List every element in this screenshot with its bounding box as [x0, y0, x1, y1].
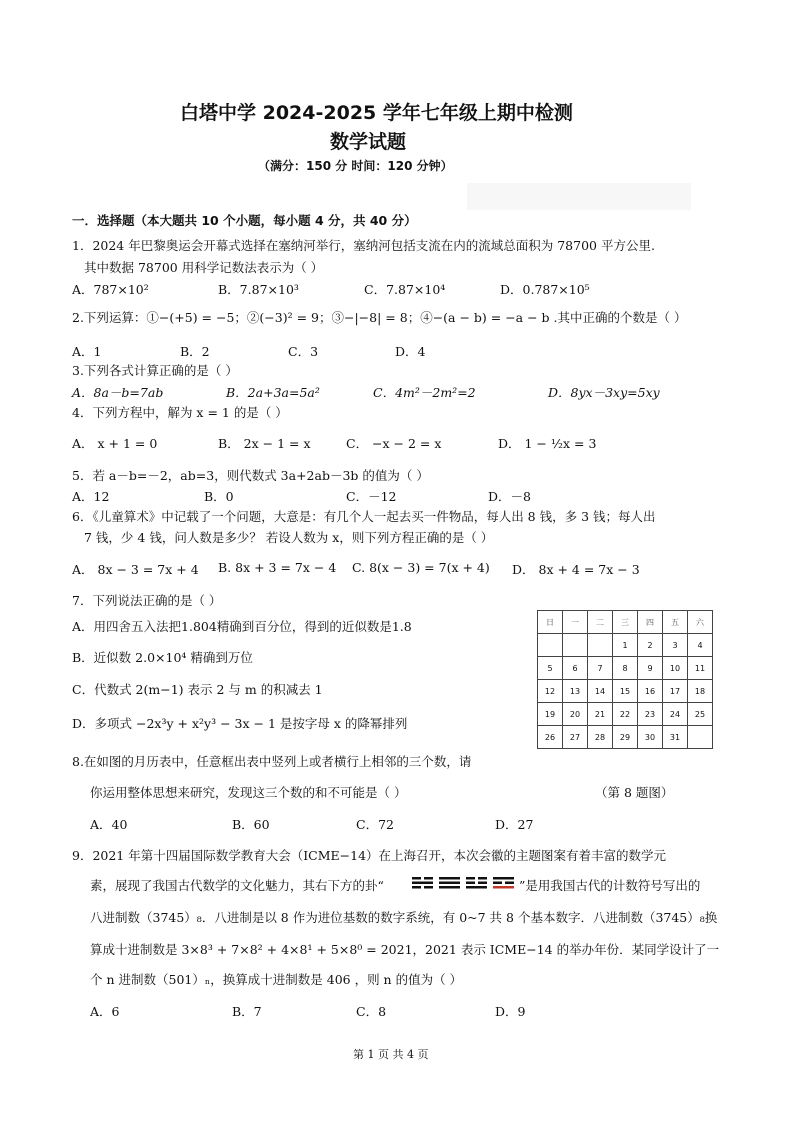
q6-option-d: D． 8x + 4 = 7x − 3: [512, 562, 640, 577]
calendar-day-cell: 5: [538, 657, 563, 680]
calendar-day-cell: 12: [538, 680, 563, 703]
q2-line1: 2.下列运算：①−(+5) = −5；②(−3)² = 9；③−|−8| = 8；④−(a − b) = −a − b .其中正确的个数是（ ）: [72, 310, 687, 325]
q3-option-a: A．8a－b=7ab: [72, 385, 164, 400]
calendar-day-cell: 16: [638, 680, 663, 703]
q5-option-a: A．12: [72, 489, 110, 504]
q2-option-b: B．2: [180, 344, 210, 359]
calendar-day-cell: 4: [688, 634, 713, 657]
q1-option-b: B．7.87×10³: [218, 282, 299, 297]
exam-title: 白塔中学 2024-2025 学年七年级上期中检测: [180, 102, 573, 124]
calendar-week-row: [538, 657, 713, 680]
calendar-week-row: [538, 680, 713, 703]
q9-line2a: 素，展现了我国古代数学的文化魅力，其右下方的卦“: [90, 878, 384, 893]
calendar-day-cell: [588, 634, 613, 657]
calendar-day-cell: 6: [563, 657, 588, 680]
calendar-day-cell: [688, 726, 713, 749]
calendar-day-cell: 11: [688, 657, 713, 680]
exam-subtitle: 数学试题: [330, 131, 407, 153]
calendar-header-row: [538, 611, 713, 634]
q9-line5: 个 n 进制数（501）ₙ，换算成十进制数是 406 ，则 n 的值为（ ）: [90, 972, 463, 987]
q9-line3: 八进制数（3745）₈．八进制是以 8 作为进位基数的数字系统，有 0~7 共 8 个基本数字．八进制数（3745）₈换: [90, 910, 718, 925]
calendar-header-cell: 日: [538, 611, 563, 634]
calendar-day-cell: [563, 634, 588, 657]
calendar-day-cell: 29: [613, 726, 638, 749]
q8-line1: 8.在如图的月历表中，任意框出表中竖列上或者横行上相邻的三个数，请: [72, 754, 472, 769]
bagua-counting-symbol-icon: [410, 876, 515, 890]
q1-option-d: D．0.787×10⁵: [500, 282, 590, 297]
q5-option-c: C．－12: [346, 489, 397, 504]
calendar-day-cell: 1: [613, 634, 638, 657]
q7-line1: 7．下列说法正确的是（ ）: [72, 593, 222, 608]
q2-option-d: D．4: [395, 344, 426, 359]
calendar-day-cell: 22: [613, 703, 638, 726]
exam-info: （满分：150 分 时间：120 分钟）: [258, 159, 453, 173]
calendar-day-cell: 7: [588, 657, 613, 680]
q1-option-c: C．7.87×10⁴: [364, 282, 446, 297]
section-heading: 一．选择题（本大题共 10 个小题，每小题 4 分，共 40 分）: [72, 213, 417, 228]
calendar-week-row: [538, 726, 713, 749]
calendar-day-cell: 2: [638, 634, 663, 657]
calendar-day-cell: 15: [613, 680, 638, 703]
calendar-day-cell: 27: [563, 726, 588, 749]
q3-option-b: B．2a+3a=5a²: [226, 385, 320, 400]
q4-line1: 4．下列方程中，解为 x = 1 的是（ ）: [72, 405, 288, 420]
q9-line4: 算成十进制数是 3×8³ + 7×8² + 4×8¹ + 5×8⁰ = 2021，2021 表示 ICME−14 的举办年份．某同学设计了一: [90, 942, 720, 957]
calendar-day-cell: 10: [663, 657, 688, 680]
q6-option-a: A． 8x − 3 = 7x + 4: [72, 562, 199, 577]
q1-option-a: A．787×10²: [72, 282, 149, 297]
q6-line2: 7 钱，少 4 钱，问人数是多少？ 若设人数为 x，则下列方程正确的是（ ）: [84, 530, 494, 545]
calendar-day-cell: 17: [663, 680, 688, 703]
q9-option-b: B．7: [232, 1004, 262, 1019]
q6-option-c: C. 8(x − 3) = 7(x + 4): [352, 560, 490, 575]
q4-option-a: A． x + 1 = 0: [72, 436, 158, 451]
calendar-day-cell: 20: [563, 703, 588, 726]
calendar-day-cell: 31: [663, 726, 688, 749]
q8-option-c: C．72: [356, 817, 394, 832]
blank-box: [467, 183, 691, 210]
q5-line1: 5．若 a－b=－2，ab=3，则代数式 3a+2ab－3b 的值为（ ）: [72, 468, 429, 483]
q8-option-b: B．60: [232, 817, 270, 832]
q5-option-b: B．0: [204, 489, 234, 504]
calendar-header-cell: 二: [588, 611, 613, 634]
calendar-day-cell: 13: [563, 680, 588, 703]
q4-option-c: C． −x − 2 = x: [346, 436, 442, 451]
q8-option-a: A．40: [90, 817, 128, 832]
calendar-header-cell: 一: [563, 611, 588, 634]
calendar-day-cell: 30: [638, 726, 663, 749]
q3-option-d: D．8yx－3xy=5xy: [548, 385, 660, 400]
calendar-day-cell: 9: [638, 657, 663, 680]
q6-option-b: B. 8x + 3 = 7x − 4: [218, 560, 337, 575]
calendar-day-cell: 18: [688, 680, 713, 703]
calendar-day-cell: 21: [588, 703, 613, 726]
calendar-header-cell: 五: [663, 611, 688, 634]
q9-option-c: C．8: [356, 1004, 387, 1019]
q2-option-a: A．1: [72, 344, 102, 359]
calendar-week-row: [538, 703, 713, 726]
calendar-day-cell: 19: [538, 703, 563, 726]
q3-option-c: C．4m²－2m²=2: [373, 385, 476, 400]
q7-option-c: C．代数式 2(m−1) 表示 2 与 m 的积减去 1: [72, 682, 323, 697]
page-footer: 第 1 页 共 4 页: [353, 1048, 429, 1061]
calendar-day-cell: 14: [588, 680, 613, 703]
q4-option-b: B． 2x − 1 = x: [218, 436, 311, 451]
q9-option-a: A．6: [90, 1004, 120, 1019]
q8-option-d: D．27: [495, 817, 534, 832]
q8-figure-caption: （第 8 题图）: [595, 785, 674, 800]
calendar-header-cell: 四: [638, 611, 663, 634]
q7-option-b: B．近似数 2.0×10⁴ 精确到万位: [72, 650, 253, 665]
q9-option-d: D．9: [495, 1004, 526, 1019]
q8-line2: 你运用整体思想来研究，发现这三个数的和不可能是（ ）: [90, 785, 407, 800]
q6-line1: 6．《儿童算术》中记载了一个问题，大意是：有几个人一起去买一件物品，每人出 8 钱，多 3 钱；每人出: [72, 509, 656, 524]
q9-line2b: ”是用我国古代的计数符号写出的: [519, 878, 701, 893]
q5-option-d: D．－8: [488, 489, 531, 504]
q1-line2: 其中数据 78700 用科学记数法表示为（ ）: [84, 260, 324, 275]
calendar-day-cell: 25: [688, 703, 713, 726]
calendar-day-cell: 28: [588, 726, 613, 749]
calendar-day-cell: 26: [538, 726, 563, 749]
calendar-header-cell: 三: [613, 611, 638, 634]
calendar-header-cell: 六: [688, 611, 713, 634]
q4-option-d: D． 1 − ½x = 3: [498, 436, 597, 451]
q7-option-a: A．用四舍五入法把1.804精确到百分位，得到的近似数是1.8: [72, 619, 412, 634]
calendar-day-cell: 3: [663, 634, 688, 657]
calendar-day-cell: 24: [663, 703, 688, 726]
calendar-week-row: [538, 634, 713, 657]
calendar-day-cell: 23: [638, 703, 663, 726]
q7-option-d: D．多项式 −2x³y + x²y³ − 3x − 1 是按字母 x 的降幂排列: [72, 716, 408, 731]
calendar-day-cell: 8: [613, 657, 638, 680]
q2-option-c: C．3: [288, 344, 319, 359]
q3-line1: 3.下列各式计算正确的是（ ）: [72, 363, 238, 378]
calendar-table: [537, 610, 713, 749]
q1-line1: 1．2024 年巴黎奥运会开幕式选择在塞纳河举行，塞纳河包括支流在内的流域总面积为 78700 平方公里.: [72, 238, 655, 253]
q9-line1: 9．2021 年第十四届国际数学教育大会（ICME−14）在上海召开，本次会徽的主题图案有着丰富的数学元: [72, 848, 667, 863]
calendar-day-cell: [538, 634, 563, 657]
